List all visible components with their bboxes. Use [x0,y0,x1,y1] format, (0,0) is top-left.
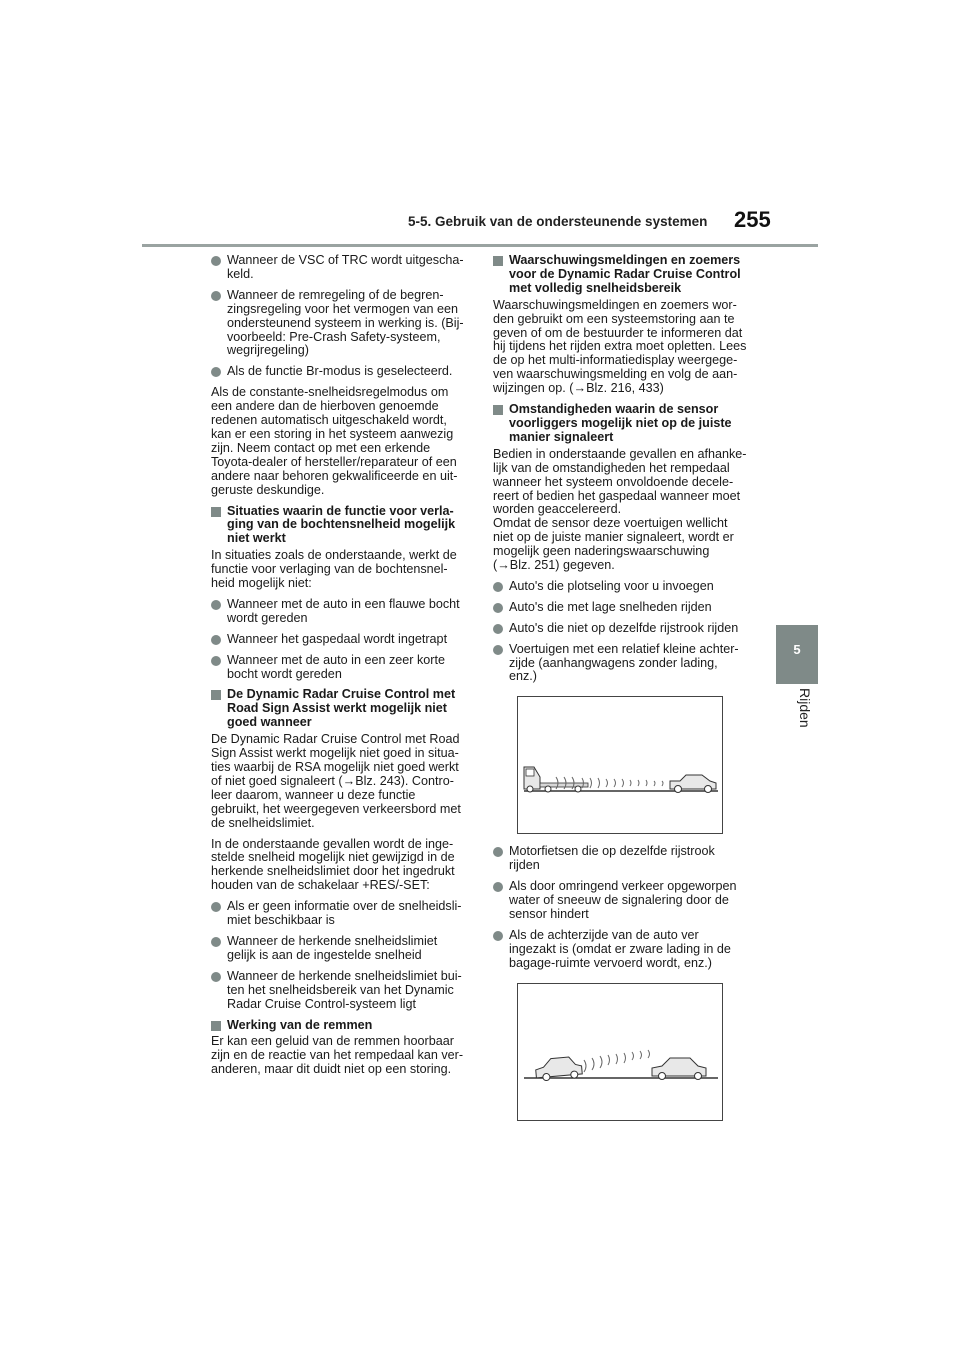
paragraph: In situaties zoals de onderstaande, werkt de functie voor verlaging van de bochtensnel-heid mogelijk niet: [211,548,457,591]
list-item: Wanneer het gaspedaal wordt ingetrapt [211,633,467,647]
paragraph: Omdat de sensor deze voertuigen wellicht niet op de juiste manier signaleert, wordt er mogelijk geen naderingswaarschuwing (→Blz. 251) gegeven. [493,516,734,573]
bullet-icon [493,847,503,857]
paragraph: Waarschuwingsmeldingen en zoemers wor-den gebruikt om een systeemstoring aan te geven of om de bestuurder te informeren dat hij tijdens het rijden extra moet opletten. Lees de op het multi-informatiedisplay weergege-ven waarschuwingsmelding en volg de aan-wijzingen op. (→Blz. 216, 433) [493,297,747,396]
paragraph: Als de constante-snelheidsregelmodus om een andere dan de hierboven genoemde redenen automatisch uitgeschakeld wordt, kan er een storing in het systeem aanwezig zijn. Neem contact op met een erkende Toyota-dealer of hersteller/reparateur of een andere naar behoren gekwalificeerde en uit-geruste deskundige. [211,385,458,497]
section-heading: Werking van de remmen [211,1019,467,1033]
list-item: Wanneer de herkende snelheidslimiet gelijk is aan de ingestelde snelheid [211,935,467,963]
list-item: Wanneer met de auto in een flauwe bocht wordt gereden [211,598,467,626]
bullet-icon [493,931,503,941]
bullet-icon [211,902,221,912]
bullet-icon [211,367,221,377]
bullet-icon [493,645,503,655]
header-divider [142,244,818,247]
bullet-icon [211,656,221,666]
bullet-icon [493,582,503,592]
list-item: Voertuigen met een relatief kleine achter-zijde (aanhangwagens zonder lading, enz.) [493,643,749,685]
paragraph: In de onderstaande gevallen wordt de inge-stelde snelheid mogelijk niet gewijzigd in de herkende snelheidslimiet door het ingedrukt houden van de schakelaar +RES/-SET: [211,836,455,893]
truck-trailer-illustration [518,697,722,833]
list-item: Wanneer de herkende snelheidslimiet bui-ten het snelheidsbereik van het Dynamic Radar Cruise Control-systeem ligt [211,970,467,1012]
bullet-icon [211,937,221,947]
section-heading: De Dynamic Radar Cruise Control met Road Sign Assist werkt mogelijk niet goed wanneer [211,688,467,730]
bullet-icon [211,600,221,610]
heading-square-icon [493,405,503,415]
paragraph: Bedien in onderstaande gevallen en afhanke-lijk van de omstandigheden het rempedaal wanneer het systeem onvoldoende decele-reert of bedien het gaspedaal wanneer moet worden geaccelereerd. [493,446,747,517]
bullet-icon [211,635,221,645]
bullet-icon [211,256,221,266]
chapter-tab-number: 5 [793,642,801,657]
list-item: Auto's die met lage snelheden rijden [493,601,749,615]
list-item: Wanneer de VSC of TRC wordt uitgescha-keld. [211,254,467,282]
list-item: Auto's die plotseling voor u invoegen [493,580,749,594]
section-title: 5-5. Gebruik van de ondersteunende systemen [408,214,708,229]
illustration-truck-trailer [517,696,723,834]
list-item: Als door omringend verkeer opgeworpen water of sneeuw de signalering door de sensor hindert [493,880,749,922]
paragraph: De Dynamic Radar Cruise Control met Road Sign Assist werkt mogelijk niet goed in situa-ties waarbij de RSA mogelijk niet goed werkt of niet goed signaleert (→Blz. 243). Contro-leer daarom, wanneer u deze functie gebruikt, het weergegeven verkeersbord met de snelheidslimiet. [211,732,461,830]
bullet-icon [493,624,503,634]
left-column [211,254,467,1084]
list-item: Als de functie Br-modus is geselecteerd. [211,365,467,379]
list-item: Motorfietsen die op dezelfde rijstrook rijden [493,845,749,873]
heading-square-icon [211,1021,221,1031]
bullet-icon [493,882,503,892]
illustration-sagging-car [517,983,723,1121]
list-item: Auto's die niet op dezelfde rijstrook rijden [493,622,749,636]
list-item: Wanneer met de auto in een zeer korte bocht wordt gereden [211,654,467,682]
right-column [493,254,749,1132]
list-item: Als de achterzijde van de auto ver ingezakt is (omdat er zware lading in de bagage-ruimte vervoerd wordt, enz.) [493,929,749,971]
bullet-icon [211,291,221,301]
section-heading: Waarschuwingsmeldingen en zoemers voor de Dynamic Radar Cruise Control met volledig snelheidsbereik [493,254,749,296]
paragraph: Er kan een geluid van de remmen hoorbaar zijn en de reactie van het rempedaal kan ver-anderen, maar dit duidt niet op een storing. [211,1034,464,1077]
chapter-tab [776,625,818,684]
list-item: Wanneer de remregeling of de begren-zingsregeling voor het vermogen van een ondersteunend systeem in werking is. (Bij-voorbeeld: Pre-Crash Safety-systeem, wegrijregeling) [211,289,467,359]
bullet-icon [211,972,221,982]
sagging-car-illustration [518,984,722,1120]
heading-square-icon [493,256,503,266]
bullet-icon [493,603,503,613]
heading-square-icon [211,507,221,517]
section-heading: Situaties waarin de functie voor verla-ging van de bochtensnelheid mogelijk niet werkt [211,505,467,547]
heading-square-icon [211,690,221,700]
chapter-tab-label: Rijden [797,688,813,728]
list-item: Als er geen informatie over de snelheidsli-miet beschikbaar is [211,900,467,928]
page-number: 255 [734,207,771,232]
section-heading: Omstandigheden waarin de sensor voorliggers mogelijk niet op de juiste manier signaleert [493,403,749,445]
